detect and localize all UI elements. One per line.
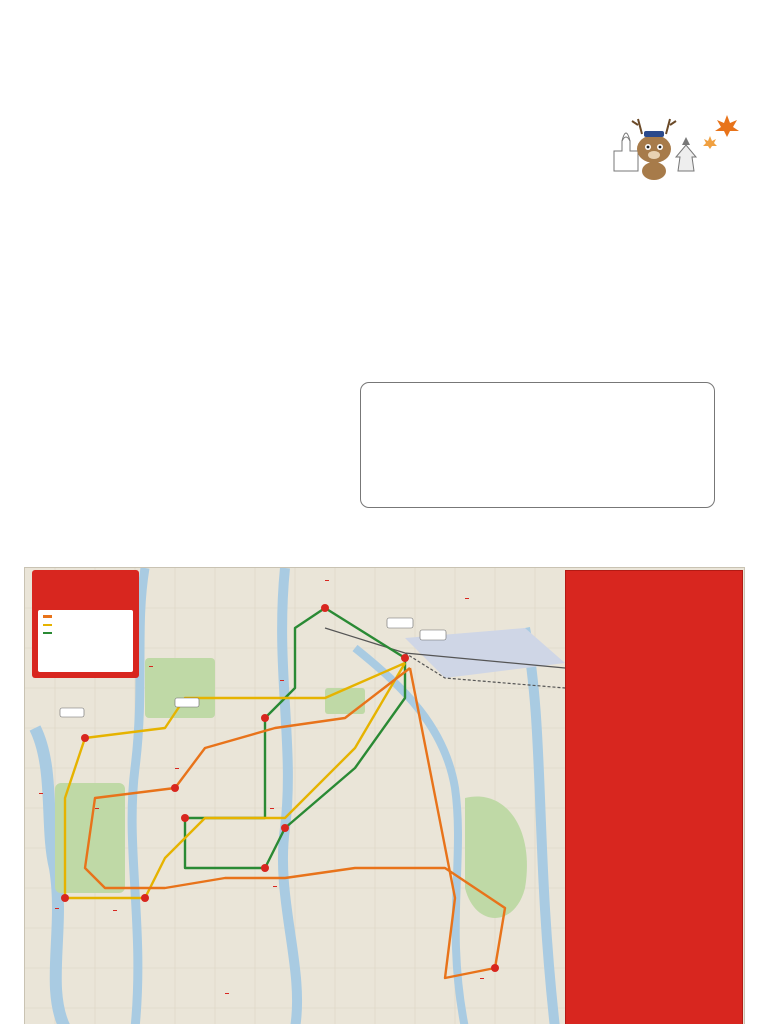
map-label-shintenchi <box>273 886 277 887</box>
tourist-spots-panel <box>565 570 743 1024</box>
mascot-illustration <box>596 101 746 183</box>
legend-orange <box>43 613 133 621</box>
map-label-peace-museum <box>113 910 117 911</box>
map-label-museum-art <box>175 768 179 769</box>
map-label-hatchobori <box>270 808 274 809</box>
maple-leaf-icon <box>703 115 739 149</box>
legend-lemon <box>43 621 133 629</box>
map-label-peace-park <box>55 908 59 909</box>
dome-sketch-icon <box>614 133 638 171</box>
map-label-atomic <box>39 793 43 794</box>
map-label-toshogu <box>465 598 469 599</box>
castle-sketch-icon <box>676 137 696 171</box>
deer-mascot-icon <box>632 119 676 180</box>
map-legend <box>32 570 139 678</box>
map-label-kamiyacho <box>95 808 99 809</box>
map-label-namiki <box>225 993 229 994</box>
map-label-contemporary <box>480 978 484 979</box>
map-label-fudaba <box>325 580 329 581</box>
legend-green <box>43 630 133 638</box>
fares-box <box>360 382 715 508</box>
map-label-shukkeien <box>280 680 284 681</box>
map-label-castle <box>149 666 153 667</box>
